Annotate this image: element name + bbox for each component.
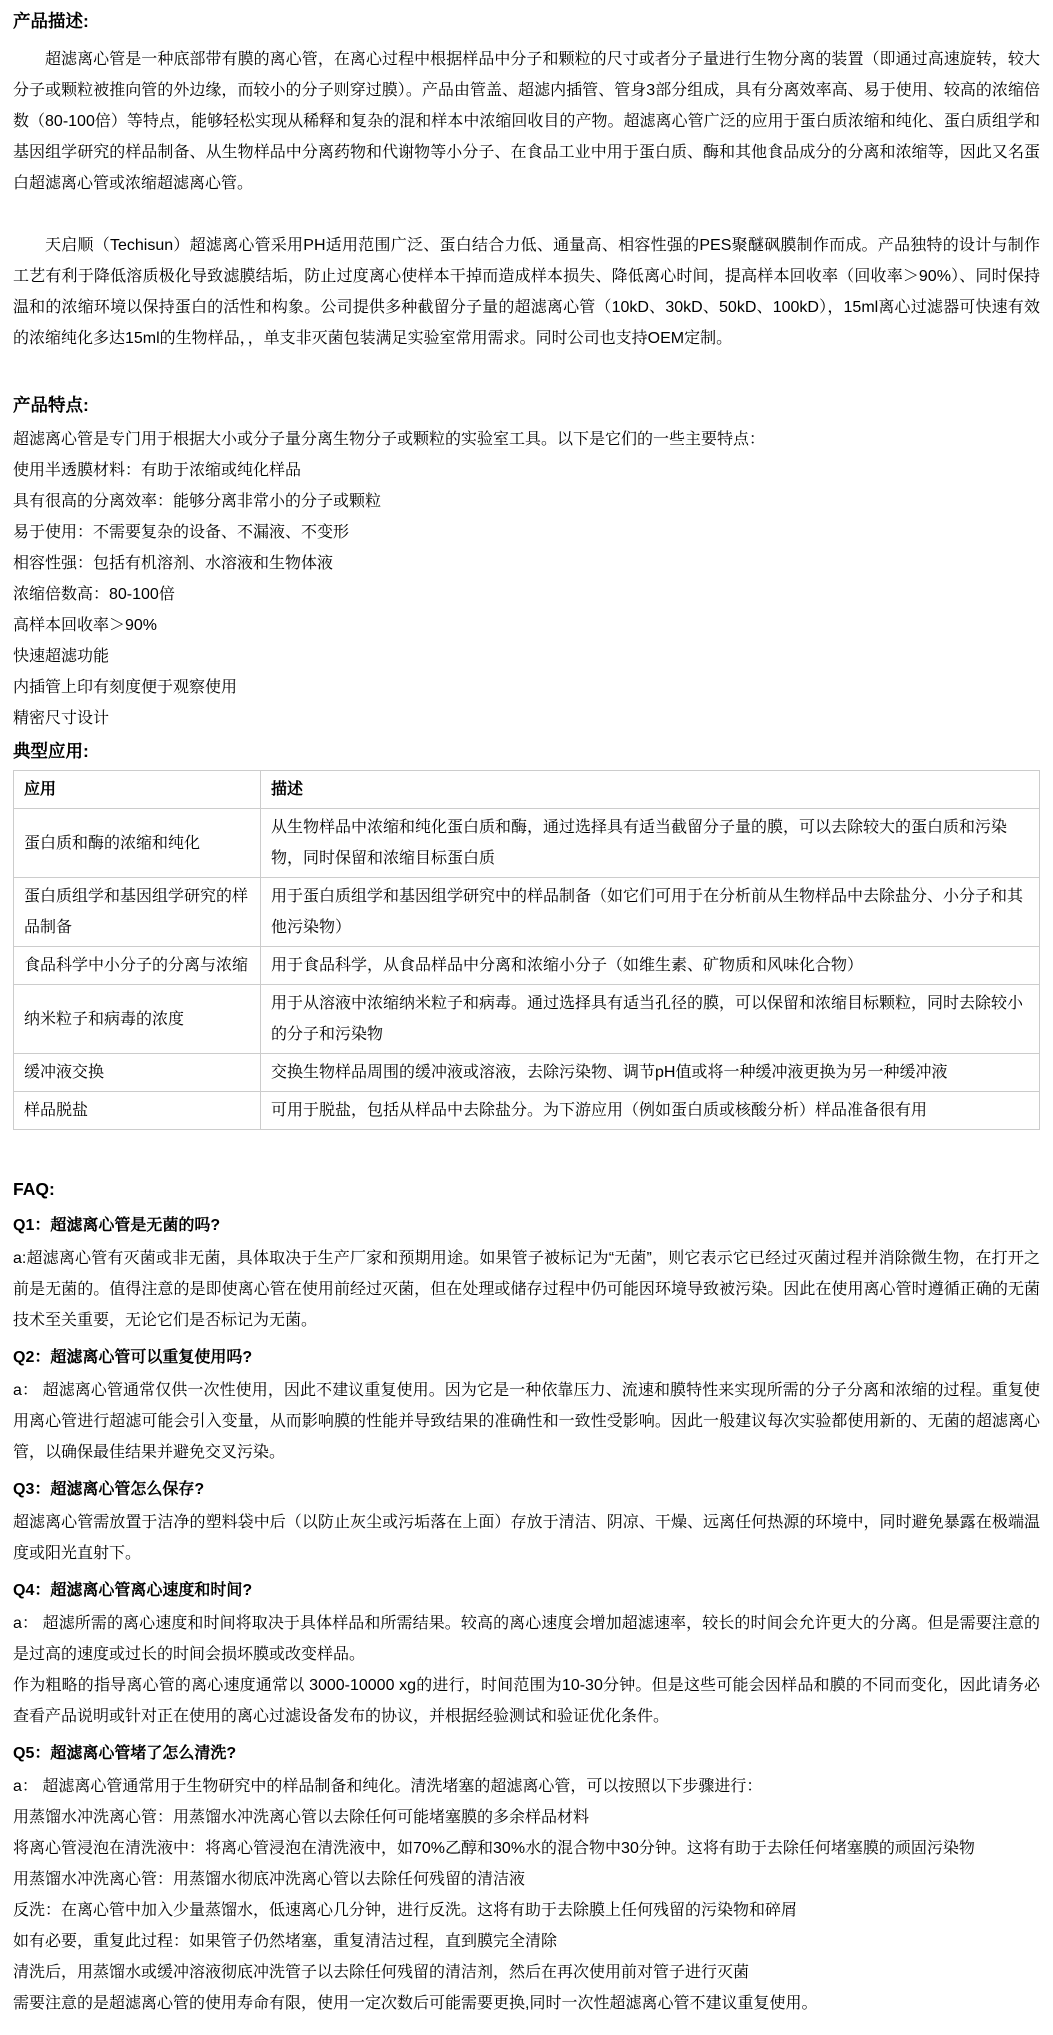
- application-name-cell: 食品科学中小分子的分离与浓缩: [14, 947, 261, 985]
- feature-item: 使用半透膜材料：有助于浓缩或纯化样品: [13, 462, 302, 479]
- product-features-heading: 产品特点:: [13, 395, 89, 415]
- faq-question: Q5：超滤离心管堵了怎么清洗?: [13, 1745, 237, 1762]
- faq-list: [13, 1210, 1040, 2019]
- faq-answer-paragraph: 如有必要，重复此过程：如果管子仍然堵塞，重复清洁过程，直到膜完全清除: [13, 1933, 558, 1950]
- application-description-cell: 交换生物样品周围的缓冲液或溶液，去除污染物、调节pH值或将一种缓冲液更换为另一种缓冲液: [261, 1054, 1040, 1092]
- faq-answer-paragraph: 用蒸馏水冲洗离心管：用蒸馏水彻底冲洗离心管以去除任何残留的清洁液: [13, 1871, 526, 1888]
- applications-header-row: [14, 771, 1040, 809]
- applications-table-body: [14, 809, 1040, 1130]
- section-product-features: [13, 392, 1040, 734]
- feature-item: 高样本回收率＞90%: [13, 617, 158, 634]
- faq-heading: FAQ:: [13, 1179, 55, 1199]
- table-row: [14, 878, 1040, 947]
- table-row: [14, 985, 1040, 1054]
- application-description-cell: 从生物样品中浓缩和纯化蛋白质和酶，通过选择具有适当截留分子量的膜，可以去除较大的蛋白质和污染物，同时保留和浓缩目标蛋白质: [261, 809, 1040, 878]
- product-features-list: [13, 455, 1040, 734]
- faq-answer-paragraph: 反洗：在离心管中加入少量蒸馏水，低速离心几分钟，进行反洗。这将有助于去除膜上任何残留的污染物和碎屑: [13, 1902, 798, 1919]
- faq-item: [13, 1342, 1040, 1468]
- column-header-description: 描述: [261, 771, 1040, 809]
- feature-item: 内插管上印有刻度便于观察使用: [13, 679, 238, 696]
- application-description-cell: 用于从溶液中浓缩纳米粒子和病毒。通过选择具有适当孔径的膜，可以保留和浓缩目标颗粒，同时去除较小的分子和污染物: [261, 985, 1040, 1054]
- application-name-cell: 纳米粒子和病毒的浓度: [14, 985, 261, 1054]
- section-typical-applications: [13, 738, 1040, 1130]
- faq-question: Q2：超滤离心管可以重复使用吗?: [13, 1349, 253, 1366]
- table-row: [14, 1054, 1040, 1092]
- feature-item: 快速超滤功能: [13, 648, 110, 665]
- application-name-cell: 蛋白质和酶的浓缩和纯化: [14, 809, 261, 878]
- faq-answer-paragraph: a： 超滤所需的离心速度和时间将取决于具体样品和所需结果。较高的离心速度会增加超滤速率，较长的时间会允许更大的分离。但是需要注意的是过高的速度或过长的时间会损坏膜或改变样品。: [13, 1615, 1040, 1663]
- product-description-heading: 产品描述:: [13, 11, 89, 31]
- faq-item: [13, 1210, 1040, 1336]
- faq-answer-paragraph: 清洗后，用蒸馏水或缓冲溶液彻底冲洗管子以去除任何残留的清洁剂，然后在再次使用前对管子进行灭菌: [13, 1964, 750, 1981]
- product-features-intro: 超滤离心管是专门用于根据大小或分子量分离生物分子或颗粒的实验室工具。以下是它们的一些主要特点：: [13, 431, 766, 448]
- application-name-cell: 蛋白质组学和基因组学研究的样品制备: [14, 878, 261, 947]
- application-description-cell: 用于蛋白质组学和基因组学研究中的样品制备（如它们可用于在分析前从生物样品中去除盐分、小分子和其他污染物）: [261, 878, 1040, 947]
- application-description-cell: 用于食品科学，从食品样品中分离和浓缩小分子（如维生素、矿物质和风味化合物）: [261, 947, 1040, 985]
- applications-table: [13, 770, 1040, 1130]
- table-row: [14, 947, 1040, 985]
- faq-answer-paragraph: a： 超滤离心管通常仅供一次性使用，因此不建议重复使用。因为它是一种依靠压力、流速和膜特性来实现所需的分子分离和浓缩的过程。重复使用离心管进行超滤可能会引入变量，从而影响膜的性能并导致结果的准确性和一致性受影响。因此一般建议每次实验都使用新的、无菌的超滤离心管，以确保最佳结果并避免交叉污染。: [13, 1382, 1040, 1461]
- faq-answers: [13, 1375, 1040, 1468]
- faq-item: [13, 1575, 1040, 1732]
- faq-item: [13, 1738, 1040, 2019]
- faq-answers: [13, 1507, 1040, 1569]
- faq-answer-paragraph: 将离心管浸泡在清洗液中：将离心管浸泡在清洗液中，如70%乙醇和30%水的混合物中30分钟。这将有助于去除任何堵塞膜的顽固污染物: [13, 1840, 975, 1857]
- section-faq: [13, 1176, 1040, 2019]
- faq-answer-paragraph: a： 超滤离心管通常用于生物研究中的样品制备和纯化。清洗堵塞的超滤离心管，可以按照以下步骤进行：: [13, 1778, 763, 1795]
- application-description-cell: 可用于脱盐，包括从样品中去除盐分。为下游应用（例如蛋白质或核酸分析）样品准备很有用: [261, 1092, 1040, 1130]
- faq-answer-paragraph: 用蒸馏水冲洗离心管：用蒸馏水冲洗离心管以去除任何可能堵塞膜的多余样品材料: [13, 1809, 590, 1826]
- faq-question: Q1：超滤离心管是无菌的吗?: [13, 1217, 221, 1234]
- feature-item: 精密尺寸设计: [13, 710, 110, 727]
- faq-answers: [13, 1243, 1040, 1336]
- table-row: [14, 809, 1040, 878]
- typical-applications-heading: 典型应用:: [13, 741, 89, 761]
- faq-answer-paragraph: 需要注意的是超滤离心管的使用寿命有限，使用一定次数后可能需要更换,同时一次性超滤离心管不建议重复使用。: [13, 1995, 818, 2012]
- faq-answer-paragraph: 作为粗略的指导离心管的离心速度通常以 3000-10000 xg的进行，时间范围为10-30分钟。但是这些可能会因样品和膜的不同而变化，因此请务必查看产品说明或针对正在使用的离心过滤设备发布的协议，并根据经验测试和验证优化条件。: [13, 1677, 1040, 1725]
- faq-answers: [13, 1608, 1040, 1732]
- faq-answers: [13, 1771, 1040, 2019]
- column-header-application: 应用: [14, 771, 261, 809]
- application-name-cell: 缓冲液交换: [14, 1054, 261, 1092]
- application-name-cell: 样品脱盐: [14, 1092, 261, 1130]
- feature-item: 浓缩倍数高：80-100倍: [13, 586, 175, 603]
- table-row: [14, 1092, 1040, 1130]
- product-description-paragraphs: [13, 44, 1040, 354]
- product-description-paragraph: 天启顺（Techisun）超滤离心管采用PH适用范围广泛、蛋白结合力低、通量高、相容性强的PES聚醚砜膜制作而成。产品独特的设计与制作工艺有利于降低溶质极化导致滤膜结垢，防止过度离心使样本干掉而造成样本损失、降低离心时间，提高样本回收率（回收率＞90%）、同时保持温和的浓缩环境以保持蛋白的活性和构象。公司提供多种截留分子量的超滤离心管（10kD、30kD、50kD、100kD），15ml离心过滤器可快速有效的浓缩纯化多达15ml的生物样品，，单支非灭菌包装满足实验室常用需求。同时公司也支持OEM定制。: [13, 237, 1040, 347]
- feature-item: 易于使用：不需要复杂的设备、不漏液、不变形: [13, 524, 350, 541]
- product-description-paragraph: 超滤离心管是一种底部带有膜的离心管，在离心过程中根据样品中分子和颗粒的尺寸或者分子量进行生物分离的装置（即通过高速旋转，较大分子或颗粒被推向管的外边缘，而较小的分子则穿过膜）。产品由管盖、超滤内插管、管身3部分组成，具有分离效率高、易于使用、较高的浓缩倍数（80-100倍）等特点，能够轻松实现从稀释和复杂的混和样本中浓缩回收目的产物。超滤离心管广泛的应用于蛋白质浓缩和纯化、蛋白质组学和基因组学研究的样品制备、从生物样品中分离药物和代谢物等小分子、在食品工业中用于蛋白质、酶和其他食品成分的分离和浓缩等，因此又名蛋白超滤离心管或浓缩超滤离心管。: [13, 51, 1040, 192]
- faq-question: Q3：超滤离心管怎么保存?: [13, 1481, 205, 1498]
- feature-item: 相容性强：包括有机溶剂、水溶液和生物体液: [13, 555, 334, 572]
- faq-answer-paragraph: 超滤离心管需放置于洁净的塑料袋中后（以防止灰尘或污垢落在上面）存放于清洁、阴凉、干燥、远离任何热源的环境中，同时避免暴露在极端温度或阳光直射下。: [13, 1514, 1040, 1562]
- section-product-description: [13, 8, 1040, 354]
- faq-answer-paragraph: a:超滤离心管有灭菌或非无菌，具体取决于生产厂家和预期用途。如果管子被标记为“无菌”，则它表示它已经过灭菌过程并消除微生物，在打开之前是无菌的。值得注意的是即使离心管在使用前经过灭菌，但在处理或储存过程中仍可能因环境导致被污染。因此在使用离心管时遵循正确的无菌技术至关重要，无论它们是否标记为无菌。: [13, 1250, 1040, 1329]
- faq-question: Q4：超滤离心管离心速度和时间?: [13, 1582, 253, 1599]
- applications-table-header: [14, 771, 1040, 809]
- feature-item: 具有很高的分离效率：能够分离非常小的分子或颗粒: [13, 493, 382, 510]
- faq-item: [13, 1474, 1040, 1569]
